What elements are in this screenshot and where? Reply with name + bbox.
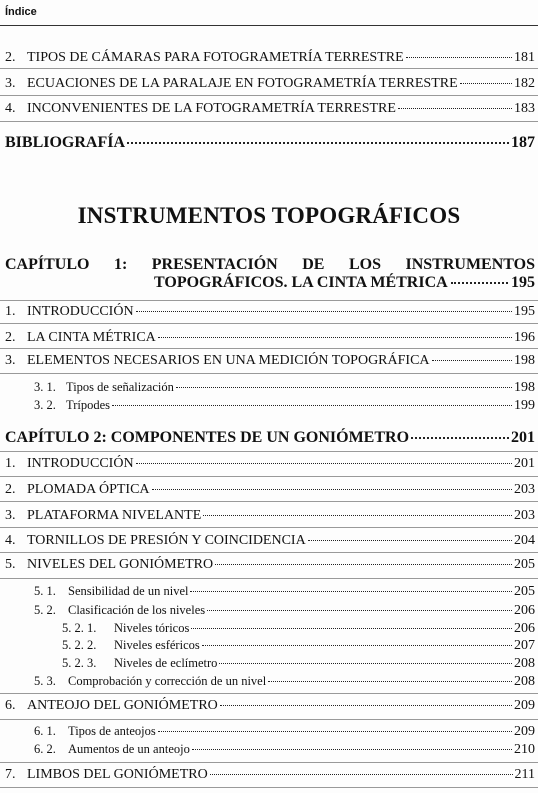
entry-number: 3. xyxy=(5,508,16,523)
divider xyxy=(0,527,538,528)
dot-leader xyxy=(127,142,509,144)
divider xyxy=(0,476,538,477)
entry-page: 204 xyxy=(514,533,535,548)
dot-leader xyxy=(207,610,512,611)
toc-entry xyxy=(5,353,535,369)
divider xyxy=(0,451,538,452)
divider xyxy=(0,95,538,96)
dot-leader xyxy=(432,360,512,361)
divider xyxy=(0,121,538,122)
divider xyxy=(0,693,538,694)
entry-number: 5. 2. 3. xyxy=(62,656,97,670)
entry-label: Trípodes xyxy=(66,398,110,412)
header-rule xyxy=(0,25,538,26)
chapter-1-heading xyxy=(5,256,535,292)
chapter-2-heading xyxy=(5,429,535,447)
entry-label: Aumentos de un anteojo xyxy=(68,742,190,756)
entry-number: 5. 2. xyxy=(34,603,56,617)
dot-leader xyxy=(268,681,512,682)
toc-entry xyxy=(5,557,535,573)
entry-number: 5. 2. 2. xyxy=(62,638,97,652)
toc-entry xyxy=(5,50,535,66)
divider xyxy=(0,300,538,301)
dot-leader xyxy=(136,311,512,312)
divider xyxy=(0,787,538,788)
entry-number: 3. xyxy=(5,76,16,91)
entry-label: LA CINTA MÉTRICA xyxy=(27,330,156,345)
entry-page: 182 xyxy=(514,76,535,91)
entry-page: 199 xyxy=(514,398,535,413)
dot-leader xyxy=(451,282,508,284)
divider xyxy=(0,501,538,502)
chapter-word: INSTRUMENTOS xyxy=(405,256,535,273)
part-title: INSTRUMENTOS TOPOGRÁFICOS xyxy=(77,203,461,228)
chapter-word: PRESENTACIÓN xyxy=(151,256,278,273)
entry-page: 209 xyxy=(514,724,535,739)
entry-page: 203 xyxy=(514,482,535,497)
chapter-title-line2: TOPOGRÁFICOS. LA CINTA MÉTRICA xyxy=(154,274,448,291)
entry-label: INTRODUCCIÓN xyxy=(27,456,134,471)
toc-entry xyxy=(5,304,535,320)
toc-subentry xyxy=(34,398,535,414)
dot-leader xyxy=(215,564,512,565)
entry-label: ELEMENTOS NECESARIOS EN UNA MEDICIÓN TOPOGRÁFICA xyxy=(27,353,430,368)
entry-number: 4. xyxy=(5,101,16,116)
entry-page: 181 xyxy=(514,50,535,65)
chapter-word: DE xyxy=(302,256,325,273)
toc-subentry xyxy=(34,380,535,396)
dot-leader xyxy=(406,57,512,58)
dot-leader xyxy=(191,628,512,629)
toc-subsubentry xyxy=(62,656,535,672)
toc-entry xyxy=(5,533,535,549)
entry-number: 2. xyxy=(5,330,16,345)
dot-leader xyxy=(460,83,512,84)
entry-page: 208 xyxy=(514,656,535,671)
toc-entry xyxy=(5,330,535,346)
entry-label: LIMBOS DEL GONIÓMETRO xyxy=(27,767,208,782)
dot-leader xyxy=(136,463,512,464)
divider xyxy=(0,578,538,579)
entry-page: 206 xyxy=(514,621,535,636)
toc-subsubentry xyxy=(62,638,535,654)
toc-entry xyxy=(5,101,535,117)
entry-label: TIPOS DE CÁMARAS PARA FOTOGRAMETRÍA TERRESTRE xyxy=(27,50,404,65)
divider xyxy=(0,762,538,763)
entry-page: 205 xyxy=(514,557,535,572)
entry-label: ANTEOJO DEL GONIÓMETRO xyxy=(27,698,218,713)
toc-entry xyxy=(5,767,535,783)
entry-number: 5. 2. 1. xyxy=(62,621,97,635)
entry-page: 207 xyxy=(514,638,535,653)
entry-label: INTRODUCCIÓN xyxy=(27,304,134,319)
dot-leader xyxy=(411,437,509,439)
chapter-word: LOS xyxy=(348,256,381,273)
dot-leader xyxy=(220,705,512,706)
toc-subentry xyxy=(34,742,535,758)
entry-label: PLOMADA ÓPTICA xyxy=(27,482,150,497)
entry-number: 2. xyxy=(5,482,16,497)
dot-leader xyxy=(202,645,512,646)
dot-leader xyxy=(190,591,512,592)
entry-label: TORNILLOS DE PRESIÓN Y COINCIDENCIA xyxy=(27,533,306,548)
dot-leader xyxy=(152,489,512,490)
entry-number: 4. xyxy=(5,533,16,548)
dot-leader xyxy=(176,387,512,388)
entry-page: 210 xyxy=(514,742,535,757)
entry-page: 208 xyxy=(514,674,535,689)
toc-entry xyxy=(5,456,535,472)
divider xyxy=(0,373,538,374)
entry-number: 3. 1. xyxy=(34,380,56,394)
dot-leader xyxy=(203,515,512,516)
entry-number: 1. xyxy=(5,456,16,471)
entry-label: BIBLIOGRAFÍA xyxy=(5,134,126,151)
divider xyxy=(0,552,538,553)
entry-page: 198 xyxy=(514,353,535,368)
entry-page: 183 xyxy=(514,101,535,116)
toc-entry xyxy=(5,482,535,498)
toc-entry xyxy=(5,76,535,92)
dot-leader xyxy=(308,540,512,541)
entry-label: Tipos de anteojos xyxy=(68,724,156,738)
entry-page: 187 xyxy=(511,134,535,151)
toc-subsubentry xyxy=(62,621,535,637)
bibliography-entry xyxy=(5,134,535,152)
dot-leader xyxy=(219,663,512,664)
entry-page: 206 xyxy=(514,603,535,618)
dot-leader xyxy=(210,774,513,775)
dot-leader xyxy=(192,749,512,750)
dot-leader xyxy=(158,731,512,732)
toc-subentry xyxy=(34,584,535,600)
dot-leader xyxy=(112,405,512,406)
entry-page: 195 xyxy=(514,304,535,319)
entry-page: 201 xyxy=(511,429,535,446)
entry-label: Clasificación de los niveles xyxy=(68,603,206,617)
divider xyxy=(0,68,538,69)
entry-label: NIVELES DEL GONIÓMETRO xyxy=(27,557,214,572)
chapter-word: 1: xyxy=(113,256,128,273)
entry-number: 3. 2. xyxy=(34,398,56,412)
entry-label: Sensibilidad de un nivel xyxy=(68,584,189,598)
entry-page: 203 xyxy=(514,508,535,523)
toc-subentry xyxy=(34,674,535,690)
entry-page: 198 xyxy=(514,380,535,395)
entry-number: 6. 2. xyxy=(34,742,56,756)
divider xyxy=(0,323,538,324)
running-header: Índice xyxy=(5,6,37,18)
toc-subentry xyxy=(34,724,535,740)
entry-label: Niveles de eclímetro xyxy=(114,656,218,670)
chapter-page: 195 xyxy=(511,274,535,291)
entry-page: 211 xyxy=(514,767,535,782)
dot-leader xyxy=(158,337,512,338)
entry-label: PLATAFORMA NIVELANTE xyxy=(27,508,202,523)
entry-page: 196 xyxy=(514,330,535,345)
dot-leader xyxy=(398,108,512,109)
toc-entry xyxy=(5,508,535,524)
toc-entry xyxy=(5,698,535,714)
entry-number: 5. xyxy=(5,557,16,572)
entry-label: Tipos de señalización xyxy=(66,380,174,394)
entry-label: Comprobación y corrección de un nivel xyxy=(68,674,267,688)
chapter-word: CAPÍTULO xyxy=(5,256,90,273)
entry-label: CAPÍTULO 2: COMPONENTES DE UN GONIÓMETRO xyxy=(5,429,410,446)
entry-label: ECUACIONES DE LA PARALAJE EN FOTOGRAMETRÍA TERRESTRE xyxy=(27,76,458,91)
entry-label: Niveles esféricos xyxy=(114,638,200,652)
entry-number: 5. 1. xyxy=(34,584,56,598)
entry-label: Niveles tóricos xyxy=(114,621,190,635)
entry-number: 6. xyxy=(5,698,16,713)
entry-number: 2. xyxy=(5,50,16,65)
entry-number: 3. xyxy=(5,353,16,368)
entry-number: 7. xyxy=(5,767,16,782)
entry-number: 6. 1. xyxy=(34,724,56,738)
entry-page: 205 xyxy=(514,584,535,599)
entry-label: INCONVENIENTES DE LA FOTOGRAMETRÍA TERRESTRE xyxy=(27,101,396,116)
toc-subentry xyxy=(34,603,535,619)
divider xyxy=(0,719,538,720)
entry-number: 1. xyxy=(5,304,16,319)
entry-page: 201 xyxy=(514,456,535,471)
divider xyxy=(0,348,538,349)
entry-number: 5. 3. xyxy=(34,674,56,688)
entry-page: 209 xyxy=(514,698,535,713)
